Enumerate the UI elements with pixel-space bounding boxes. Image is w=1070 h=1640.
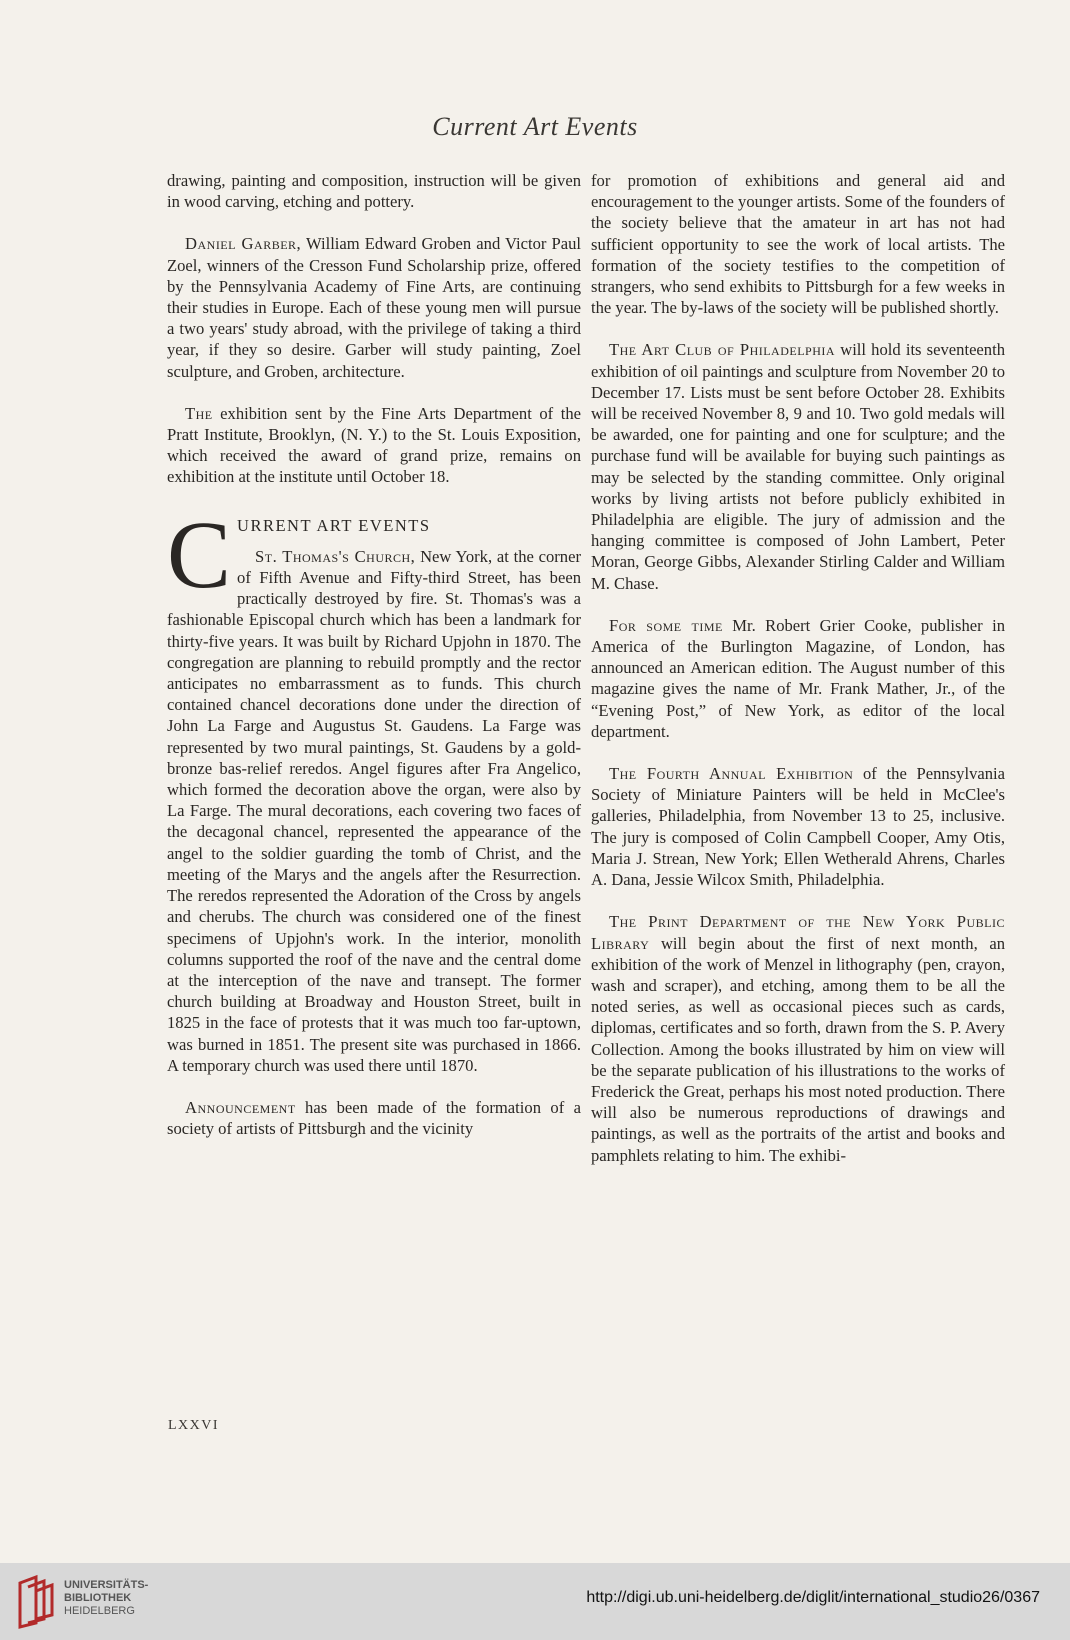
paragraph [167,403,581,488]
library-name [64,1579,148,1618]
page-number: LXXVI [168,1418,220,1433]
paragraph-lead: The Art Club of Philadelphia [609,340,836,360]
paragraph-lead: For some time [609,615,723,635]
paragraph-body: has been made of the formation of a society of artists of Pittsburgh and the vicinity [167,1097,581,1139]
paragraph-lead: Daniel Garber, [185,234,302,254]
library-name-line: UNIVERSITÄTS- [64,1579,149,1591]
library-logo-icon [16,1573,58,1629]
library-name-line: BIBLIOTHEK [64,1592,132,1604]
paragraph: for promotion of exhibitions and general aid and encouragement to the younger artists. Some of the founders of the society believe that the amateur in art has not had sufficient opportunity to see the work of local artists. The formation of the society testifies to the competition of strangers, who send exhibits to Pittsburgh for a few weeks in the year. The by-laws of the society will be published shortly. [591,171,1005,318]
paragraph-body: William Edward Groben and Victor Paul Zoel, winners of the Cresson Fund Scholarship prize, offered by the Pennsylvania Academy of Fine Arts, are continuing their studies in Europe. Each of these young men will pursue a two years' study abroad, with the privilege of taking a third year, if they so desire. Garber will study painting, Zoel sculpture, and Groben, architecture. [167,234,582,381]
paragraph: drawing, painting and composition, instruction will be given in wood carving, etching and pottery. [167,171,581,212]
paragraph [591,911,1005,1165]
paragraph-body: exhibition sent by the Fine Arts Department of the Pratt Institute, Brooklyn, (N. Y.) to the St. Louis Exposition, which received the award of grand prize, remains on exhibition at the institute until October 18. [167,403,581,487]
paragraph-lead: St. Thomas's Church, [255,546,416,566]
left-column [167,170,581,1139]
paragraph-lead: The Fourth Annual Exhibition [609,764,854,784]
paragraph-body: will hold its seventeenth exhibition of oil paintings and sculpture from November 20 to December 17. Lists must be sent before October 28. Exhibits will be received November 8, 9 and 10. Two gold medals will be awarded, one for painting and one for sculpture; and the purchase fund will be available for buying such paintings as may be selected by the standing committee. Only original works by living artists not before publicly exhibited in Philadelphia are eligible. The jury of admission and the hanging committee is composed of John Lambert, Peter Moran, George Gibbs, Alexander Stirling Calder and William M. Chase. [591,340,1005,593]
paragraph [167,546,581,1076]
library-name-line: HEIDELBERG [64,1605,135,1617]
right-column [591,170,1005,1166]
paragraph-body: of the Pennsylvania Society of Miniature Painters will be held in McClee's galleries, Philadelphia, from November 13 to 25, inclusive. The jury is composed of Colin Campbell Cooper, Amy Otis, Maria J. Strean, New York; Ellen Wetherald Ahrens, Charles A. Dana, Jessie Wilcox Smith, Philadelphia. [591,764,1006,890]
paragraph-body: Mr. Robert Grier Cooke, publisher in America of the Burlington Magazine, of London, has announced an American edition. The August number of this magazine gives the name of Mr. Frank Mather, Jr., of the “Evening Post,” of New York, as editor of the local department. [591,615,1005,741]
paragraph [167,1097,581,1139]
source-url-link[interactable]: http://digi.ub.uni-heidelberg.de/diglit/international_studio26/0367 [586,1589,1040,1606]
section-heading [167,500,581,1076]
paragraph [167,233,581,381]
paragraph [591,339,1005,593]
paragraph [591,615,1005,742]
paragraph-body: New York, at the corner of Fifth Avenue and Fifty-third Street, has been practically destroyed by fire. St. Thomas's was a fashionable Episcopal church which has been a landmark for thirty-five years. It was built by Richard Upjohn in 1870. The congregation are planning to rebuild promptly and the rector anticipates no embarrassment as to funds. This church contained chancel decorations done under the direction of John La Farge and Augustus St. Gaudens. La Farge was represented by two mural paintings, St. Gaudens by a gold-bronze bas-relief reredos. Angel figures after Fra Angelico, which formed the decoration above the organ, were also by La Farge. The mural decorations, each covering two faces of the decagonal chancel, represented the appearance of the angel to the soldier guarding the tomb of Christ, and the meeting of the Marys and the angels after the Resurrection. The reredos represented the Adoration of the Cross by angels and cherubs. The church was considered one of the finest specimens of Upjohn's work. In the interior, monolith columns supported the roof of the nave and the central dome at the interception of the nave and transept. The former church building at Broadway and Houston Street, built in 1825 in the face of protests that it was much too far-uptown, was burned in 1851. The present site was purchased in 1866. A temporary church was used there until 1870. [167,546,581,1075]
section-title: URRENT ART EVENTS [237,515,431,535]
viewer-footer [0,1563,1070,1640]
paragraph-lead: The Print Department of the New York Public Library [591,912,1005,953]
paragraph-body: will begin about the first of next month, an exhibition of the work of Menzel in lithography (pen, crayon, wash and scraper), and etching, among them to be all the noted series, as well as occasional pieces such as cards, diplomas, certificates and so forth, drawn from the S. P. Avery Collection. Among the books illustrated by him on view will be the separate publication of his illustrations to the works of Frederick the Great, perhaps his most noted production. There will also be numerous reproductions of drawings and paintings, as well as the portraits of the artist and books and pamphlets relating to him. The exhibi- [591,933,1005,1165]
running-title: Current Art Events [432,112,638,141]
drop-cap: C [167,500,232,608]
paragraph-lead: The [185,403,213,423]
paragraph [591,763,1005,890]
paragraph-lead: Announcement [185,1097,296,1117]
